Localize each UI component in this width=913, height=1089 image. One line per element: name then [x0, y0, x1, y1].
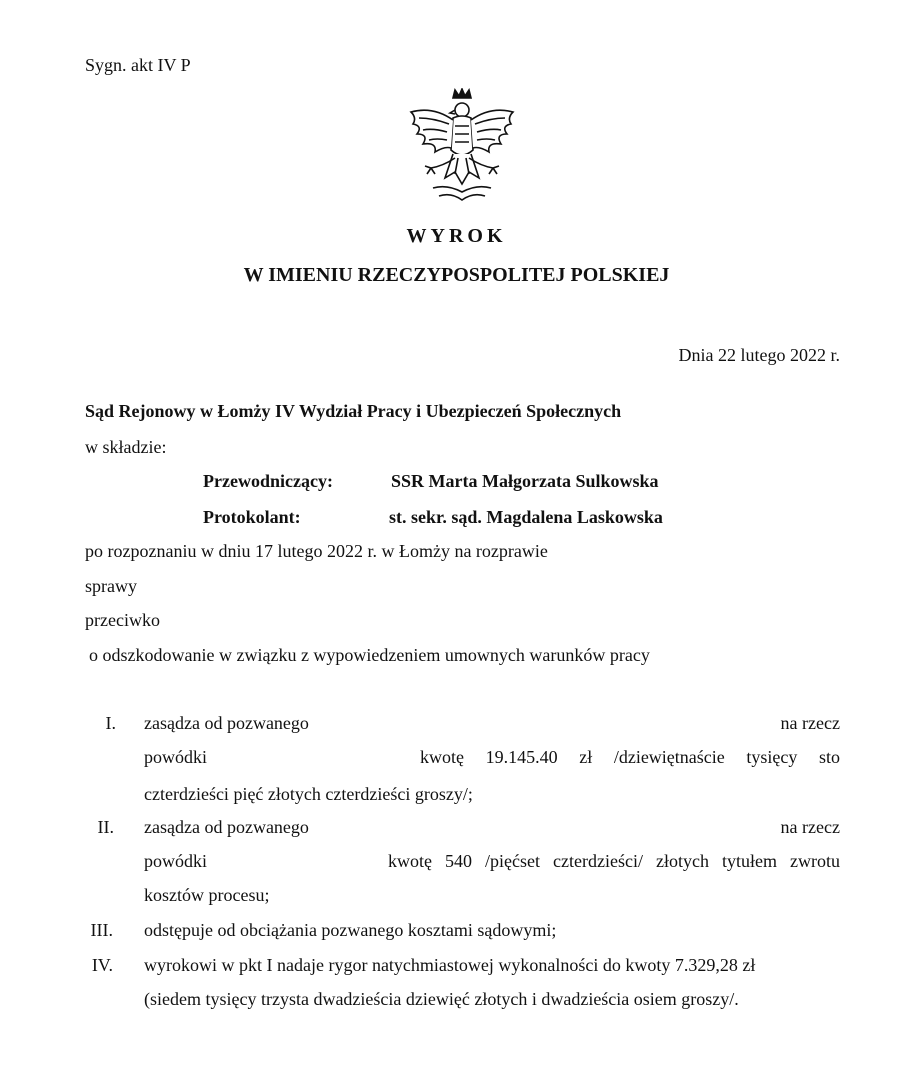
item-text: zasądza od pozwanego: [144, 817, 309, 837]
item-number: I.: [105, 713, 116, 733]
item-text: czterdzieści pięć złotych czterdzieści groszy/;: [144, 784, 473, 804]
polish-eagle-icon: [403, 88, 521, 206]
case-signature: Sygn. akt IV P: [85, 55, 191, 75]
hearing-line: po rozpoznaniu w dniu 17 lutego 2022 r. w Łomży na rozprawie: [85, 541, 548, 561]
item-text: powódki: [144, 747, 207, 767]
case-label: sprawy: [85, 576, 137, 596]
case-subject: o odszkodowanie w związku z wypowiedzeniem umownych warunków pracy: [89, 645, 650, 665]
against-label: przeciwko: [85, 610, 160, 630]
item-text: (siedem tysięcy trzysta dwadzieścia dziewięć złotych i dwadzieścia osiem groszy/.: [144, 989, 739, 1009]
item-text: kwotę 19.145.40 zł /dziewiętnaście tysięcy sto: [420, 747, 840, 767]
clerk-label: Protokolant:: [203, 507, 301, 527]
item-text: na rzecz: [780, 713, 840, 733]
judgment-subtitle: W IMIENIU RZECZYPOSPOLITEJ POLSKIEJ: [243, 264, 670, 286]
clerk-name: st. sekr. sąd. Magdalena Laskowska: [389, 507, 663, 527]
presiding-label: Przewodniczący:: [203, 471, 333, 491]
item-text: wyrokowi w pkt I nadaje rygor natychmiastowej wykonalności do kwoty 7.329,28 zł: [144, 955, 756, 975]
item-text: powódki: [144, 851, 207, 871]
item-number: III.: [90, 920, 113, 940]
presiding-name: SSR Marta Małgorzata Sulkowska: [391, 471, 659, 491]
judgment-title: WYROK: [406, 225, 507, 247]
item-number: IV.: [91, 955, 113, 975]
court-name: Sąd Rejonowy w Łomży IV Wydział Pracy i Ubezpieczeń Społecznych: [85, 401, 622, 421]
item-number: II.: [97, 817, 114, 837]
item-text: kwotę 540 /pięćset czterdzieści/ złotych tytułem zwrotu: [388, 851, 840, 871]
judgment-date: Dnia 22 lutego 2022 r.: [678, 345, 840, 365]
item-text: kosztów procesu;: [144, 885, 270, 905]
item-text: odstępuje od obciążania pozwanego kosztami sądowymi;: [144, 920, 557, 940]
item-text: zasądza od pozwanego: [144, 713, 309, 733]
composition-label: w składzie:: [85, 437, 167, 457]
item-text: na rzecz: [780, 817, 840, 837]
